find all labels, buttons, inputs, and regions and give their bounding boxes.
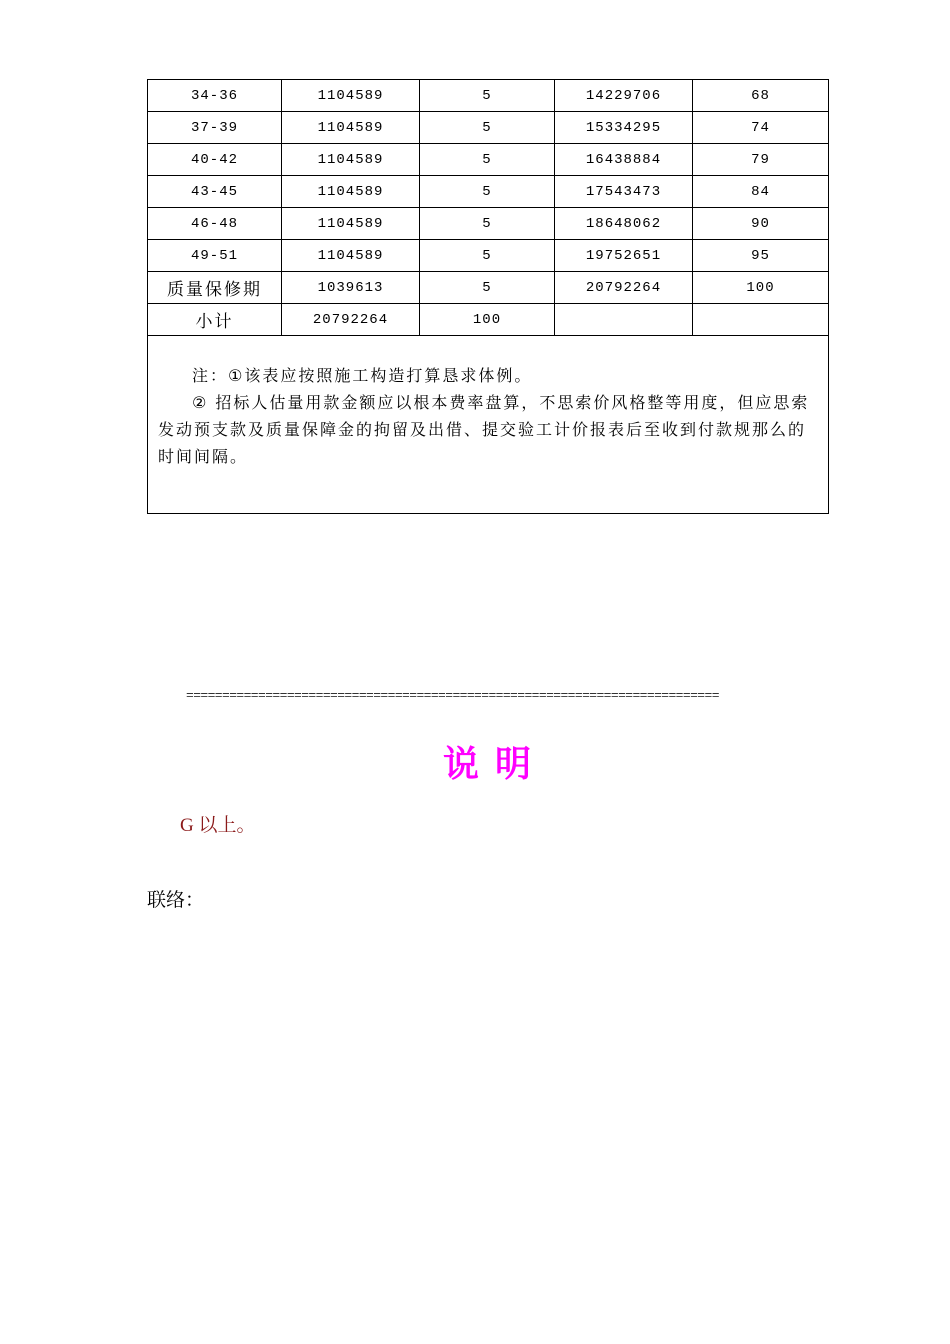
table-cell: 1104589	[282, 80, 420, 112]
table-row	[148, 80, 829, 112]
table-cell	[693, 304, 829, 336]
table-cell: 95	[693, 240, 829, 272]
table-row	[148, 208, 829, 240]
table-cell: 79	[693, 144, 829, 176]
table-cell: 5	[420, 80, 555, 112]
table-cell: 16438884	[555, 144, 693, 176]
table-cell: 14229706	[555, 80, 693, 112]
table-cell: 90	[693, 208, 829, 240]
table-cell: 15334295	[555, 112, 693, 144]
contact-label: 联络：	[147, 889, 205, 911]
table-cell: 100	[420, 304, 555, 336]
table-cell: 19752651	[555, 240, 693, 272]
table-cell: 20792264	[282, 304, 420, 336]
table-cell: 74	[693, 112, 829, 144]
table-cell: 100	[693, 272, 829, 304]
table-cell-label: 质量保修期	[148, 272, 282, 304]
table-note-row	[148, 336, 829, 514]
table-cell: 1104589	[282, 112, 420, 144]
table-row	[148, 144, 829, 176]
payment-schedule-table	[147, 79, 829, 514]
table-note	[148, 336, 829, 514]
table-cell: 1104589	[282, 240, 420, 272]
table-cell: 1104589	[282, 176, 420, 208]
table-cell: 46-48	[148, 208, 282, 240]
table-cell: 40-42	[148, 144, 282, 176]
table-cell: 5	[420, 240, 555, 272]
table-cell	[555, 304, 693, 336]
table-cell: 20792264	[555, 272, 693, 304]
table-cell: 5	[420, 144, 555, 176]
table-cell: 1039613	[282, 272, 420, 304]
table-cell: 5	[420, 112, 555, 144]
table-row-subtotal	[148, 304, 829, 336]
table-cell: 49-51	[148, 240, 282, 272]
divider-line: ==========================================================================	[186, 688, 719, 703]
table-cell: 1104589	[282, 144, 420, 176]
table-cell: 18648062	[555, 208, 693, 240]
table-row	[148, 112, 829, 144]
note-line-1: 注：①该表应按照施工构造打算恳求体例。	[192, 366, 533, 385]
table-cell: 34-36	[148, 80, 282, 112]
table-cell: 17543473	[555, 176, 693, 208]
table-cell-label: 小计	[148, 304, 282, 336]
table-cell: 43-45	[148, 176, 282, 208]
g-line-text: G 以上。	[180, 815, 256, 836]
table-cell: 5	[420, 176, 555, 208]
table-row	[148, 240, 829, 272]
table-cell: 84	[693, 176, 829, 208]
table-cell: 68	[693, 80, 829, 112]
section-title: 说明	[442, 744, 547, 785]
table-cell: 5	[420, 272, 555, 304]
table-row	[148, 272, 829, 304]
table-cell: 37-39	[148, 112, 282, 144]
table-cell: 1104589	[282, 208, 420, 240]
note-line-2: ② 招标人估量用款金额应以根本费率盘算，不思索价风格整等用度，但应思索发动预支款及质量保障金的拘留及出借、提交验工计价报表后至收到付款规那么的时间间隔。	[158, 393, 810, 466]
table-row	[148, 176, 829, 208]
table-cell: 5	[420, 208, 555, 240]
